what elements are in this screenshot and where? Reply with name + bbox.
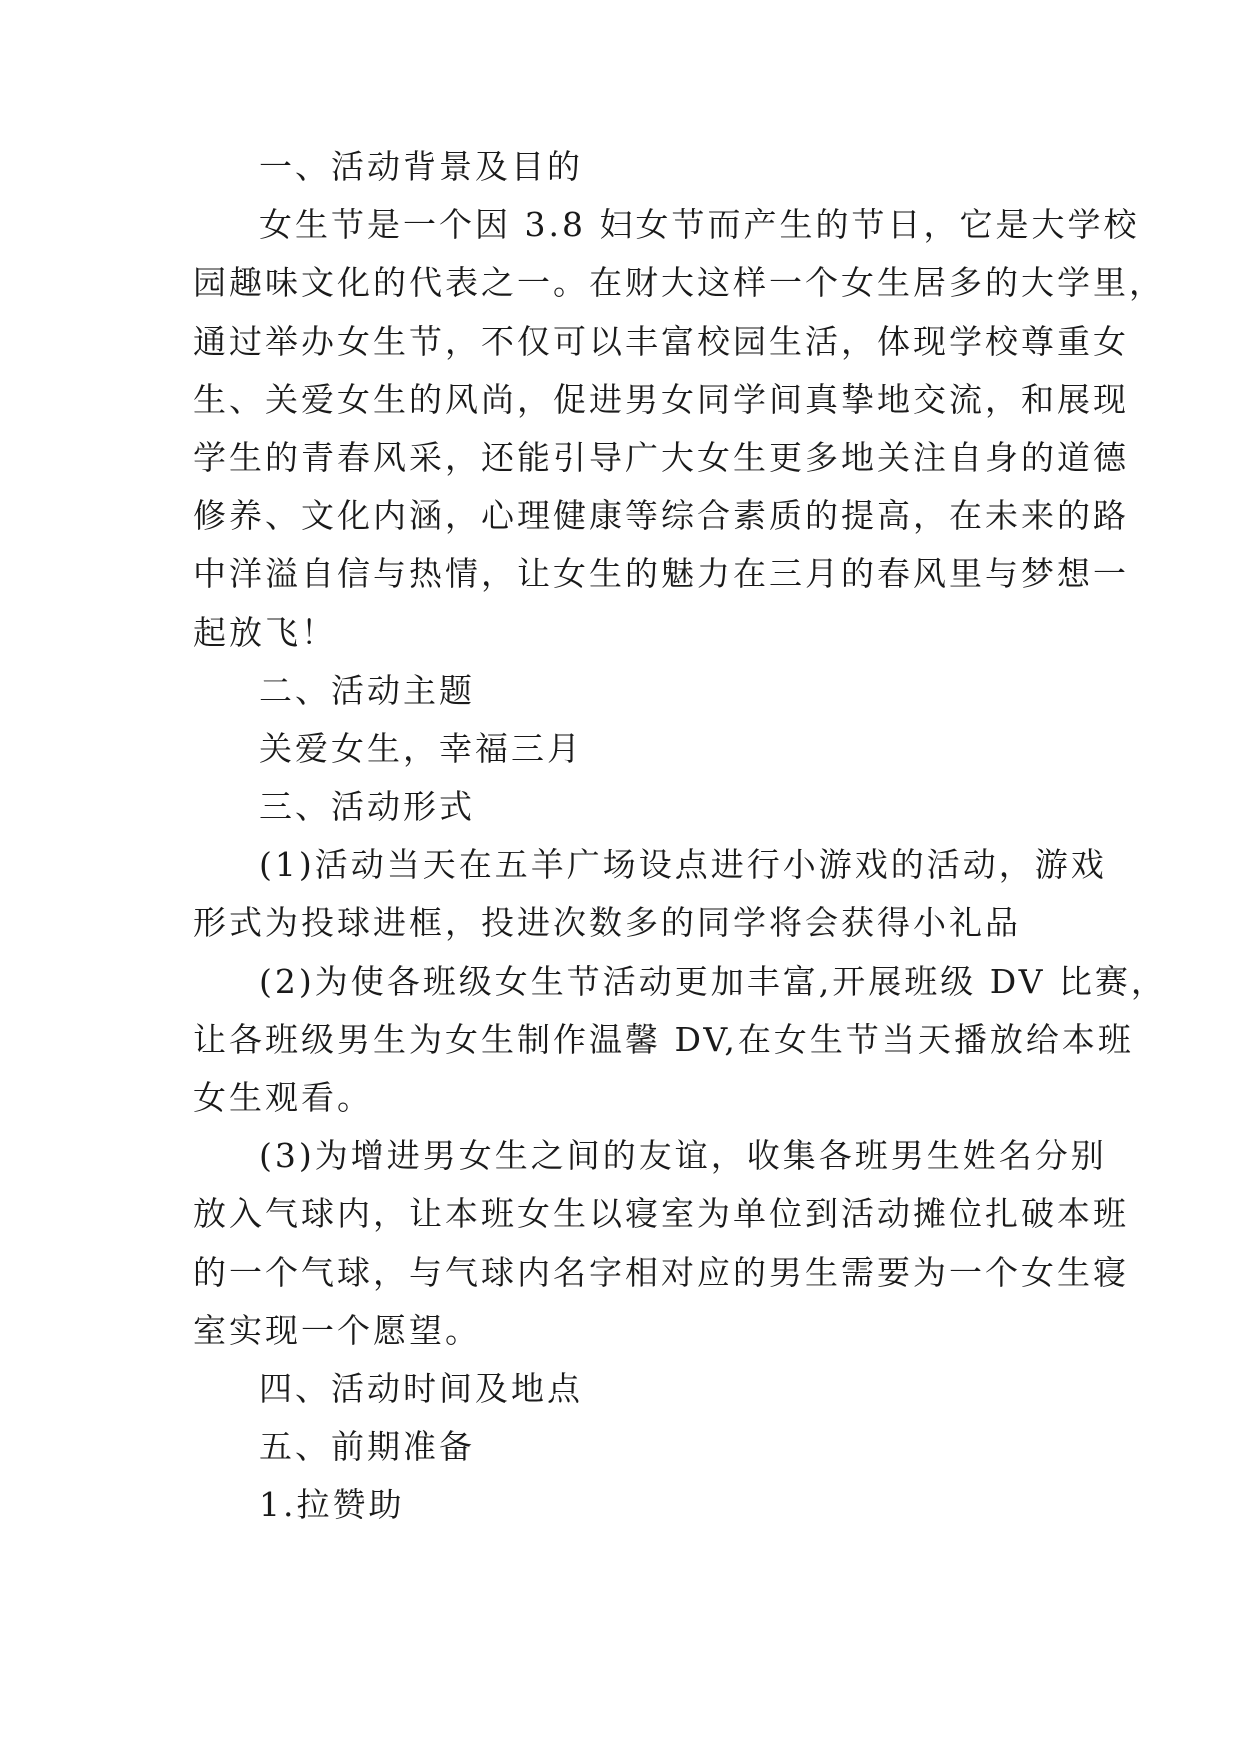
- subsection-heading-sponsorship: 1.拉赞助: [259, 1485, 405, 1525]
- section-heading-format: 三、活动形式: [259, 787, 475, 827]
- list-item-line: 的一个气球，与气球内名字相对应的男生需要为一个女生寝: [193, 1252, 1129, 1292]
- section-heading-theme: 二、活动主题: [259, 670, 475, 710]
- list-item-line: 放入气球内，让本班女生以寝室为单位到活动摊位扎破本班: [193, 1194, 1129, 1234]
- paragraph-line: 女生节是一个因 3.8 妇女节而产生的节日，它是大学校: [259, 205, 1140, 245]
- list-item-line: (2)为使各班级女生节活动更加丰富,开展班级 DV 比赛，: [259, 961, 1167, 1001]
- paragraph-line: 修养、文化内涵，心理健康等综合素质的提高，在未来的路: [193, 496, 1129, 536]
- list-item-line: (1)活动当天在五羊广场设点进行小游戏的活动，游戏: [259, 845, 1107, 885]
- section-heading-time-place: 四、活动时间及地点: [259, 1368, 583, 1408]
- list-item-line: (3)为增进男女生之间的友谊，收集各班男生姓名分别: [259, 1136, 1107, 1176]
- section-heading-preparation: 五、前期准备: [259, 1427, 475, 1467]
- paragraph-line: 生、关爱女生的风尚，促进男女同学间真挚地交流，和展现: [193, 379, 1129, 419]
- list-item-line: 女生观看。: [193, 1078, 373, 1117]
- paragraph-line: 学生的青春风采，还能引导广大女生更多地关注自身的道德: [193, 437, 1129, 477]
- section-heading-background: 一、活动背景及目的: [259, 147, 583, 186]
- list-item-line: 室实现一个愿望。: [193, 1310, 481, 1350]
- paragraph-line: 园趣味文化的代表之一。在财大这样一个女生居多的大学里，: [193, 263, 1165, 303]
- paragraph-line: 起放飞！: [193, 612, 337, 652]
- theme-text: 关爱女生，幸福三月: [259, 728, 583, 768]
- paragraph-line: 中洋溢自信与热情，让女生的魅力在三月的春风里与梦想一: [193, 554, 1129, 594]
- list-item-line: 让各班级男生为女生制作温馨 DV,在女生节当天播放给本班: [193, 1019, 1134, 1059]
- document-page: [193, 138, 1167, 1535]
- paragraph-line: 通过举办女生节，不仅可以丰富校园生活，体现学校尊重女: [193, 321, 1129, 361]
- list-item-line: 形式为投球进框，投进次数多的同学将会获得小礼品: [193, 903, 1021, 943]
